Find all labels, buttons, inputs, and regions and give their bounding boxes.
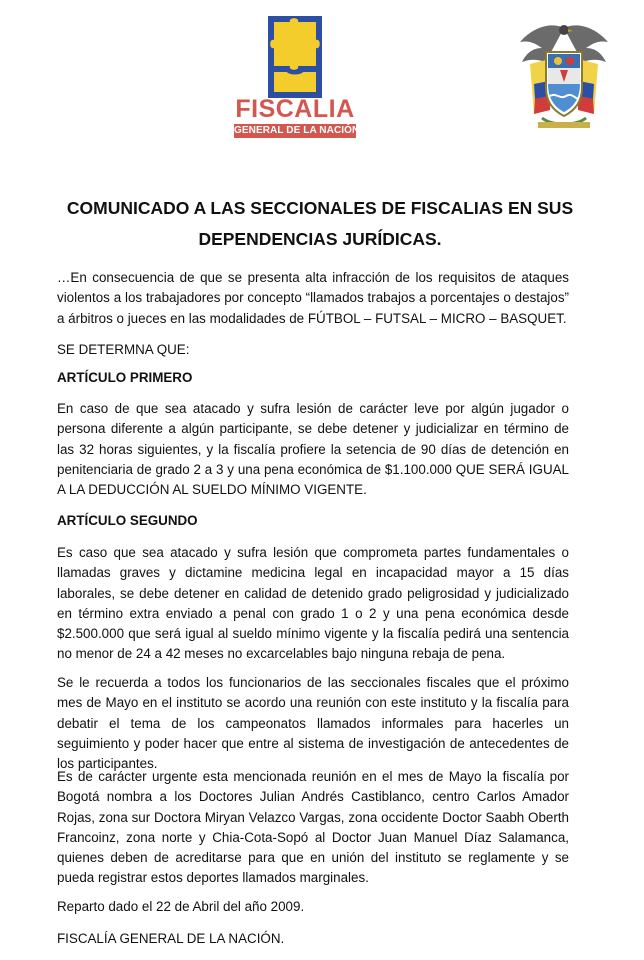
- articulo-segundo-heading: ARTÍCULO SEGUNDO: [57, 513, 198, 528]
- page-title: COMUNICADO A LAS SECCIONALES DE FISCALIAS EN SUS DEPENDENCIAS JURÍDICAS.: [66, 198, 574, 249]
- articulo-segundo-text: Es caso que sea atacado y sufra lesión que comprometa partes fundamentales o llamadas graves y dictamine medicina legal en incapacidad mayor a 15 días laborales, se debe detener en calidad de detenido grado peligrosidad y judicializado en término extra enviado a penal con grado 1 o 2 y una pena económica desde $2.500.000 que será igual al sueldo mínimo vigente y la fiscalía pedirá una sentencia no menor de 24 a 42 meses no excarcelables bajo ninguna rebaja de pena.: [57, 545, 569, 662]
- signature-line: FISCALÍA GENERAL DE LA NACIÓN.: [57, 931, 285, 946]
- logo-subtitle: GENERAL DE LA NACIÓN: [234, 125, 360, 136]
- urgente-paragraph: Es de carácter urgente esta mencionada reunión en el mes de Mayo la fiscalía por Bogotá nombra a los Doctores Julian Andrés Castiblanco, centro Carlos Amador Rojas, zona sur Doctora Miryan Velazco Vargas, zona occidente Doctor Saabh Oberth Francoinz, zona norte y Chia-Cota-Sopó al Doctor Juan Manuel Díaz Salamanca, quienes deben de acreditarse para que en unión del instituto se reglamente y se pueda registrar estos deportes llamados marginales.: [57, 769, 569, 886]
- fiscalia-logo: [232, 14, 358, 140]
- determina-label: SE DETERMNA QUE:: [57, 342, 190, 357]
- logo-wordmark: FISCALIA: [235, 95, 355, 123]
- colombia-coat-of-arms-icon: [516, 18, 612, 130]
- intro-paragraph: …En consecuencia de que se presenta alta infracción de los requisitos de ataques violentos a los trabajadores por concepto “llamados trabajos a porcentajes o destajos” a árbitros o jueces en las modalidades de FÚTBOL – FUTSAL – MICRO – BASQUET.: [57, 270, 569, 326]
- recuerda-paragraph: Se le recuerda a todos los funcionarios de las seccionales fiscales que el próximo mes de Mayo en el instituto se acordo una reunión con este instituto y la fiscalía para debatir el tema de los campeonatos llamados informales para hacerles un seguimiento y poder hacer que entre al sistema de investigación de antecedentes de los participantes.: [57, 675, 569, 772]
- articulo-primero-heading: ARTÍCULO PRIMERO: [57, 370, 193, 385]
- articulo-primero-text: En caso de que sea atacado y sufra lesión de carácter leve por algún jugador o persona diferente a algún participante, se debe detener y judicializar en término de las 32 horas siguientes, y la fiscalía profiere la setencia de 90 días de detención en penitenciaria de grado 2 a 3 y una pena económica de $1.100.000 QUE SERÁ IGUAL A LA DEDUCCIÓN AL SUELDO MÍNIMO VIGENTE.: [57, 401, 569, 498]
- puzzle-piece-icon: [266, 14, 324, 100]
- reparto-date-line: Reparto dado el 22 de Abril del año 2009.: [57, 899, 305, 914]
